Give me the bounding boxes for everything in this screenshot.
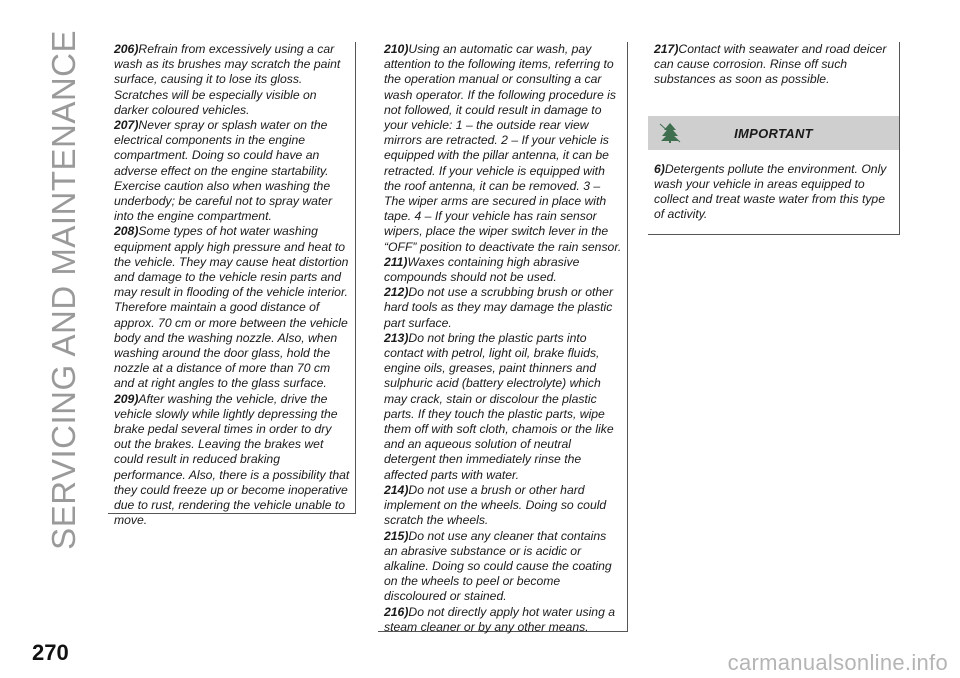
- note-208: 208)Some types of hot water washing equipment apply high pressure and heat to the vehicle. They may cause heat distortion and damage to the vehicle resin parts and may result in flooding of the vehicle interior. Therefore maintain a good distance of approx. 70 cm or more between the vehicle body and the washing nozzle. Also, when washing around the door glass, hold the nozzle at a distance of more than 70 cm and at right angles to the glass surface.: [114, 224, 349, 391]
- important-title: IMPORTANT: [734, 125, 813, 141]
- note-214: 214)Do not use a brush or other hard implement on the wheels. Doing so could scratch the wheels.: [384, 482, 607, 528]
- note-217: 217)Contact with seawater and road deicer can cause corrosion. Rinse off such substances as soon as possible.: [654, 42, 887, 87]
- warnings-column-2: [378, 42, 628, 632]
- note-209: 209)After washing the vehicle, drive the vehicle slowly while lightly depressing the brake pedal several times in order to dry out the brakes. Leaving the brakes wet could result in reduced braking performance. Also, there is a possibility that they could freeze up or become inoperative due to rust, rendering the vehicle unable to move.: [114, 391, 350, 528]
- note-207: 207)Never spray or splash water on the electrical components in the engine compartment. Doing so could have an adverse effect on the engine startability. Exercise caution also when washing the underbody; be careful not to spray water into the engine compartment.: [114, 118, 333, 224]
- section-title: [34, 30, 94, 550]
- note-210: 210)Using an automatic car wash, pay attention to the following items, referring to the operation manual or consulting a car wash operator. If the following procedure is not followed, it could result in damage to your vehicle: 1 – the outside rear view mirrors are retracted. 2 – If your vehicle is equipped with the pillar antenna, it can be retracted. If your vehicle is equipped with the roof antenna, it can be removed. 3 – The wiper arms are secured in place with tape. 4 – If your vehicle has rain sensor wipers, place the wiper switch lever in the “OFF” position to deactivate the rain sensor.: [384, 42, 622, 254]
- warnings-column-3: [648, 42, 900, 235]
- note-212: 212)Do not use a scrubbing brush or other hard tools as they may damage the plastic part surface.: [384, 285, 614, 330]
- note-215: 215)Do not use any cleaner that contains an abrasive substance or is acidic or alkaline. Doing so could cause the coating on the wheels to peel or become discoloured or stained.: [384, 528, 612, 604]
- page-number: 270: [32, 640, 69, 665]
- section-title-text: SERVICING AND MAINTENANCE: [45, 30, 82, 550]
- note-216: 216)Do not directly apply hot water using a steam cleaner or by any other means.: [384, 604, 616, 634]
- warnings-column-1: [108, 42, 356, 528]
- note-213: 213)Do not bring the plastic parts into contact with petrol, light oil, brake fluids, engine oils, greases, paint thinners and sulphuric acid (battery electrolyte) which may crack, stain or discolour the plastic parts. If they touch the plastic parts, wipe them off with soft cloth, chamois or the like and an aqueous solution of neutral detergent then immediately rinse the affected parts with water.: [384, 330, 614, 482]
- watermark-text: carmanualsonline.info: [727, 650, 948, 675]
- note-206: 206)Refrain from excessively using a car wash as its brushes may scratch the paint surface, causing it to lose its gloss. Scratches will be especially visible on darker coloured vehicles.: [114, 42, 341, 117]
- note-211: 211)Waxes containing high abrasive compounds should not be used.: [384, 254, 580, 285]
- environment-note-6: 6)Detergents pollute the environment. Only wash your vehicle in areas equipped to collect and treat waste water from this type of activity.: [654, 161, 887, 222]
- important-banner: [648, 116, 899, 150]
